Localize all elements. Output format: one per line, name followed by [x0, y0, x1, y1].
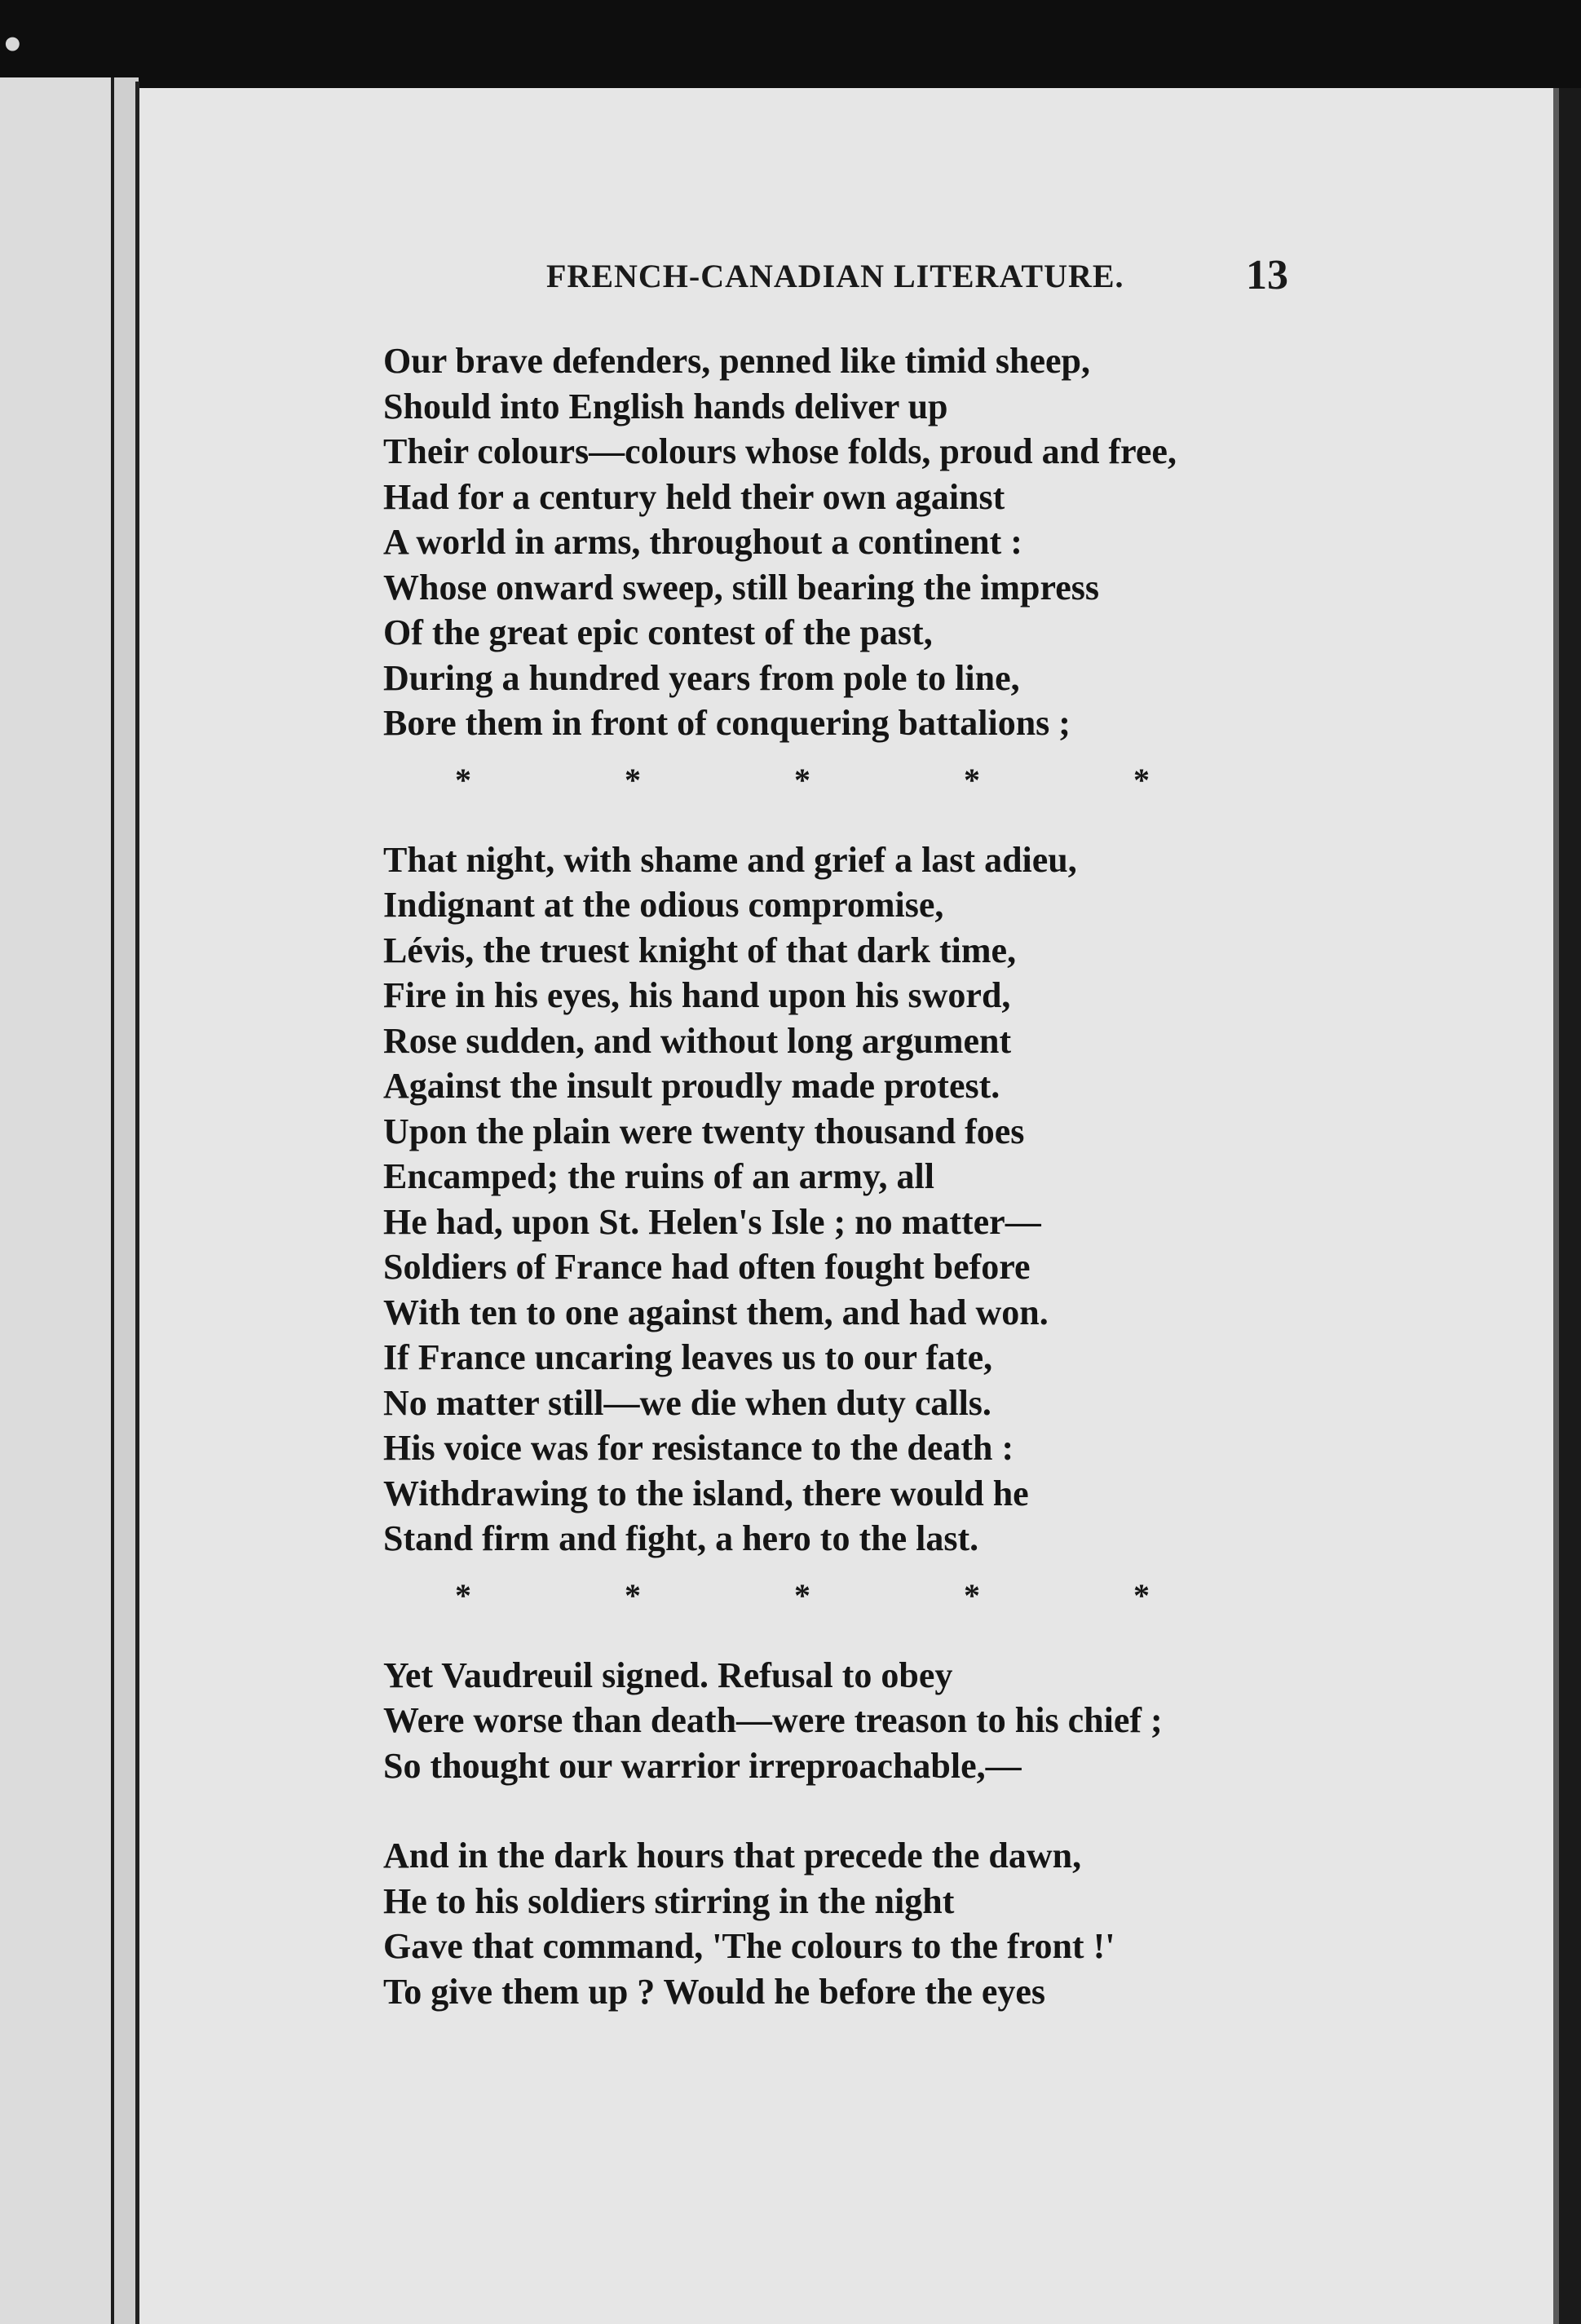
- poem-line: He had, upon St. Helen's Isle ; no matter—: [383, 1201, 1041, 1242]
- poem-line: Of the great epic contest of the past,: [383, 612, 933, 652]
- poem-line: Soldiers of France had often fought before: [383, 1247, 1031, 1287]
- poem-line: Stand firm and fight, a hero to the last.: [383, 1518, 979, 1558]
- poem-line: Should into English hands deliver up: [383, 386, 948, 426]
- separator-star: *: [625, 1576, 641, 1614]
- asterism-separator: [383, 1571, 1329, 1637]
- separator-star: *: [455, 1576, 471, 1614]
- separator-star: *: [455, 761, 471, 798]
- stanza: [383, 1833, 1329, 2014]
- poem-line: Lévis, the truest knight of that dark time,: [383, 930, 1017, 970]
- poem-line: Indignant at the odious compromise,: [383, 885, 944, 925]
- poem-line: Fire in his eyes, his hand upon his sword,: [383, 975, 1011, 1015]
- separator-star: *: [1133, 1576, 1150, 1614]
- poem-line: And in the dark hours that precede the dawn,: [383, 1836, 1082, 1876]
- poem-line: With ten to one against them, and had won.: [383, 1292, 1049, 1332]
- facing-page-edge: [0, 77, 122, 2324]
- running-head: FRENCH-CANADIAN LITERATURE.: [546, 258, 1124, 294]
- poem-line: Withdrawing to the island, there would he: [383, 1473, 1029, 1513]
- separator-star: *: [964, 1576, 980, 1614]
- poem-line: Whose onward sweep, still bearing the impress: [383, 567, 1099, 608]
- separator-star: *: [964, 761, 980, 798]
- poem-line: Our brave defenders, penned like timid sheep,: [383, 341, 1091, 381]
- page-right-edge: [1553, 88, 1559, 2324]
- poem-line: He to his soldiers stirring in the night: [383, 1880, 955, 1921]
- poem-line: No matter still—we die when duty calls.: [383, 1382, 991, 1423]
- poem-line: To give them up ? Would he before the eyes: [383, 1971, 1046, 2012]
- separator-star: *: [794, 761, 810, 798]
- poem-line: A world in arms, throughout a continent :: [383, 522, 1022, 562]
- poem-line: Gave that command, 'The colours to the front !': [383, 1926, 1115, 1966]
- poem-line: Yet Vaudreuil signed. Refusal to obey: [383, 1655, 953, 1695]
- stanza: [383, 338, 1329, 746]
- scan-artifact-mark: •: [0, 23, 25, 68]
- page-number: 13: [1246, 252, 1288, 298]
- poem-line: Were worse than death—were treason to his chief ;: [383, 1700, 1163, 1740]
- asterism-separator: [383, 756, 1329, 821]
- poem-line: During a hundred years from pole to line,: [383, 657, 1020, 698]
- separator-star: *: [794, 1576, 810, 1614]
- poem-line: If France uncaring leaves us to our fate,: [383, 1337, 993, 1377]
- separator-star: *: [1133, 761, 1150, 798]
- poem-line: So thought our warrior irreproachable,—: [383, 1745, 1022, 1786]
- separator-star: *: [625, 761, 641, 798]
- poem-line: That night, with shame and grief a last adieu,: [383, 839, 1077, 880]
- poem-line: Encamped; the ruins of an army, all: [383, 1156, 934, 1196]
- poem-line: Bore them in front of conquering battalions ;: [383, 703, 1071, 743]
- stanza-gap: [383, 1788, 1329, 1833]
- scan-right-border: [1559, 88, 1581, 2324]
- poem-line: Upon the plain were twenty thousand foes: [383, 1111, 1025, 1151]
- poem-line: Rose sudden, and without long argument: [383, 1020, 1012, 1061]
- poem-line: Had for a century held their own against: [383, 476, 1005, 517]
- stanza: [383, 837, 1329, 1562]
- poem-line: His voice was for resistance to the death :: [383, 1428, 1014, 1468]
- poem-body: [383, 338, 1329, 2014]
- scan-top-border: [0, 0, 1581, 90]
- poem-line: Their colours—colours whose folds, proud and free,: [383, 431, 1177, 471]
- stanza: [383, 1653, 1329, 1789]
- poem-line: Against the insult proudly made protest.: [383, 1066, 1000, 1106]
